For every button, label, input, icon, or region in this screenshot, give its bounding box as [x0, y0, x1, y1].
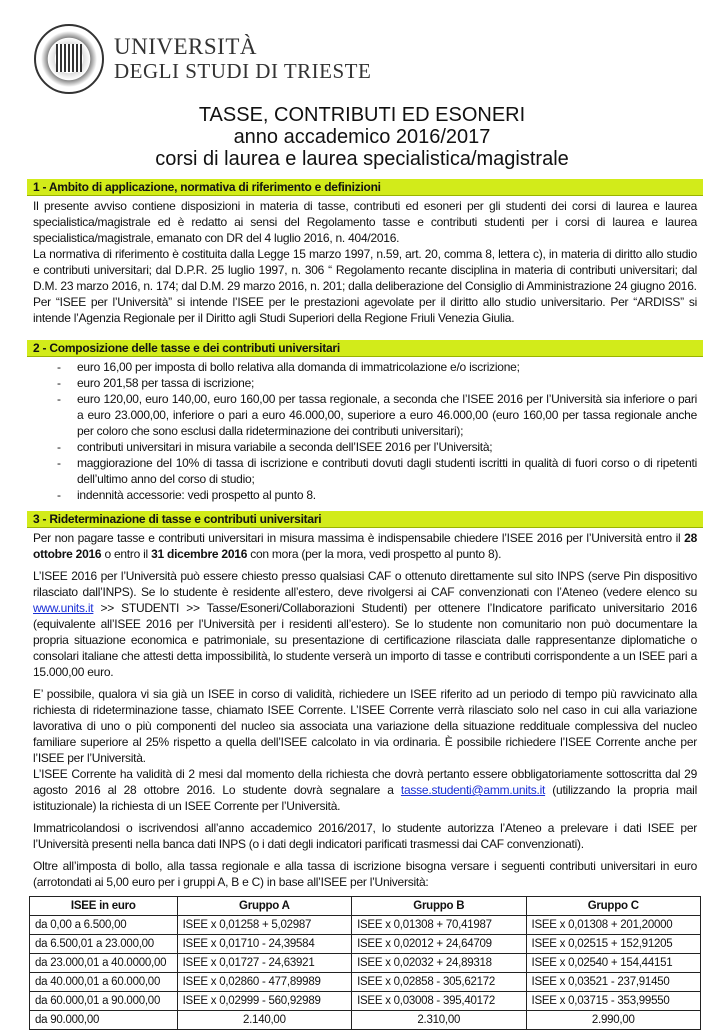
section2-list — [27, 359, 703, 503]
university-logo — [34, 24, 371, 94]
formula-cell: 2.310,00 — [352, 1011, 526, 1030]
late-deadline-date: 31 dicembre 2016 — [151, 547, 248, 561]
column-header: ISEE in euro — [30, 897, 178, 916]
text: L’ISEE Corrente ha validità di 2 mesi dal momento della richiesta che dovrà pertanto essere obbligatoriamente sottoscritta dal 29 agosto 2016 al 28 ottobre 2016. Lo studente dovrà segnalare a — [33, 767, 697, 797]
isee-range-cell: da 0,00 a 6.500,00 — [30, 916, 178, 935]
formula-cell: ISEE x 0,01710 - 24,39584 — [177, 935, 351, 954]
table-row — [30, 935, 701, 954]
text: Per non pagare tasse e contributi universitari in misura massima è indispensabile chiedere l’ISEE 2016 per l’Università entro il — [33, 531, 685, 545]
section1-paragraph: La normativa di riferimento è costituita dalla Legge 15 marzo 1997, n.59, art. 20, comma 8, lettera c), in materia di diritto allo studio e contributi universitari; dal D.P.R. 25 luglio 1997, n. 306 “ Regolamento recante disciplina in materia di contributi universitari; dal D.M. 23 marzo 2016, n. 174; dal D.M. 29 marzo 2016, n. 201; dalla deliberazione del Consiglio di Amministrazione 24 giugno 2016. — [33, 247, 697, 293]
table-row — [30, 954, 701, 973]
isee-range-cell: da 6.500,01 a 23.000,00 — [30, 935, 178, 954]
text: o entro il — [101, 547, 152, 561]
formula-cell: ISEE x 0,02860 - 477,89989 — [177, 973, 351, 992]
university-name-line1: UNIVERSITÀ — [114, 34, 257, 59]
university-name-line2: DEGLI STUDI DI TRIESTE — [114, 59, 372, 83]
document-body — [27, 179, 703, 1030]
section3-paragraph-validity — [27, 766, 703, 814]
section1-heading: 1 - Ambito di applicazione, normativa di riferimento e definizioni — [27, 179, 703, 196]
section2-heading: 2 - Composizione delle tasse e dei contributi universitari — [27, 340, 703, 357]
list-item: - indennità accessorie: vedi prospetto al punto 8. — [77, 487, 697, 503]
text: >> STUDENTI >> Tasse/Esoneri/Collaborazioni Studenti) per ottenere l’Indicatore parificato universitario 2016 (equivalente all’ISEE 2016 per l’Università per i residenti all’estero). Se lo studente non comunitario non può documentare la propria situazione economica e patrimoniale, su presentazione di certificazione rilasciata dalle rappresentanze diplomatiche o consolari italiane che attesti detta impossibilità, lo studente verserà un importo di tasse e contributi corrispondente a un ISEE pari a 15.000,00 euro. — [33, 601, 697, 679]
university-name — [114, 35, 371, 83]
deadline-date: 28 ottobre 2016 — [33, 531, 697, 561]
formula-cell: ISEE x 0,01308 + 70,41987 — [352, 916, 526, 935]
formula-cell: ISEE x 0,03521 - 237,91450 — [526, 973, 700, 992]
university-seal-icon — [34, 24, 104, 94]
contributions-table — [29, 896, 701, 1030]
formula-cell: ISEE x 0,01308 + 201,20000 — [526, 916, 700, 935]
list-item: - contributi universitari in misura variabile a seconda dell’ISEE 2016 per l’Università; — [77, 439, 697, 455]
list-item: - euro 201,58 per tassa di iscrizione; — [77, 375, 697, 391]
formula-cell: ISEE x 0,03715 - 353,99550 — [526, 992, 700, 1011]
column-header: Gruppo C — [526, 897, 700, 916]
section3-paragraph-isee-corrente: E’ possibile, qualora vi sia già un ISEE in corso di validità, richiedere un ISEE riferito ad un periodo di tempo più ravvicinato alla richiesta di rideterminazione tasse, chiamato ISEE Corrente. L’ISEE Corrente verrà rilasciato solo nel caso in cui alla variazione lavorativa di uno o più componenti del nucleo sia associata una variazione della situazione reddituale complessiva del nucleo familiare superiore al 25% rispetto a quella dell’ISEE calcolato in via ordinaria. È possibile richiedere l’ISEE Corrente anche per l’ISEE per l’Università. — [33, 687, 697, 765]
title-line1: TASSE, CONTRIBUTI ED ESONERI — [198, 104, 526, 126]
formula-cell: ISEE x 0,03008 - 395,40172 — [352, 992, 526, 1011]
list-item: - euro 16,00 per imposta di bollo relativa alla domanda di immatricolazione e/o iscrizione; — [77, 359, 697, 375]
formula-cell: ISEE x 0,02999 - 560,92989 — [177, 992, 351, 1011]
section3-paragraph-deadlines — [27, 530, 703, 562]
formula-cell: ISEE x 0,02515 + 152,91205 — [526, 935, 700, 954]
section3-paragraph-isee — [27, 568, 703, 680]
isee-range-cell: da 90.000,00 — [30, 1011, 178, 1030]
units-website-link[interactable]: www.units.it — [33, 601, 94, 615]
section1-paragraph: Per “ISEE per l’Università” si intende l’ISEE per le prestazioni agevolate per il diritto allo studio universitario. Per “ARDISS” si intende l’Agenzia Regionale per il Diritto agli Studi Superiori della Regione Friuli Venezia Giulia. — [33, 295, 697, 325]
document-title — [0, 104, 724, 170]
isee-range-cell: da 40.000,01 a 60.000,00 — [30, 973, 178, 992]
formula-cell: ISEE x 0,02032 + 24,89318 — [352, 954, 526, 973]
title-line3: corsi di laurea e laurea specialistica/magistrale — [155, 148, 569, 170]
text: con mora (per la mora, vedi prospetto al punto 8). — [247, 547, 502, 561]
list-item: - euro 120,00, euro 140,00, euro 160,00 per tassa regionale, a seconda che l’ISEE 2016 per l’Università sia inferiore o pari a euro 23.000,00, inferiore o pari a euro 46.000,00, superiore a euro 46.000,00 (euro 160,00 per tassa regionale anche per coloro che sono esclusi dalla rideterminazione dei contributi universitari); — [77, 391, 697, 439]
list-item: - maggiorazione del 10% di tassa di iscrizione e contributi dovuti dagli studenti iscritti in qualità di fuori corso o di ripetenti dell’ultimo anno del corso di studio; — [77, 455, 697, 487]
formula-cell: ISEE x 0,02540 + 154,44151 — [526, 954, 700, 973]
column-header: Gruppo A — [177, 897, 351, 916]
column-header: Gruppo B — [352, 897, 526, 916]
isee-range-cell: da 23.000,01 a 40.0000,00 — [30, 954, 178, 973]
table-header-row — [30, 897, 701, 916]
section1-paragraph: Il presente avviso contiene disposizioni in materia di tasse, contributi ed esoneri per gli studenti dei corsi di laurea e laurea specialistica/magistrale ed è redatto ai sensi del Regolamento tasse e contributi studenti per i corsi di laurea e laurea specialistica/magistrale, emanato con DR del 4 luglio 2016, n. 404/2016. — [33, 199, 697, 245]
section3-paragraph-contributions: Oltre all’imposta di bollo, alla tassa regionale e alla tassa di iscrizione bisogna versare i seguenti contributi universitari in euro (arrotondati ai 5,00 euro per i gruppi A, B e C) in base all’ISEE per l’Università: — [33, 859, 697, 889]
email-link[interactable]: tasse.studenti@amm.units.it — [400, 783, 546, 797]
table-row — [30, 973, 701, 992]
formula-cell: ISEE x 0,01727 - 24,63921 — [177, 954, 351, 973]
text: (utilizzando la propria mail istituzionale) la richiesta di un ISEE Corrente per l’Università. — [33, 783, 697, 813]
title-line2: anno accademico 2016/2017 — [233, 126, 491, 148]
formula-cell: 2.990,00 — [526, 1011, 700, 1030]
table-row — [30, 992, 701, 1011]
formula-cell: ISEE x 0,01258 + 5,02987 — [177, 916, 351, 935]
isee-range-cell: da 60.000,01 a 90.000,00 — [30, 992, 178, 1011]
table-row — [30, 1011, 701, 1030]
section3-heading: 3 - Rideterminazione di tasse e contributi universitari — [27, 511, 703, 528]
formula-cell: 2.140,00 — [177, 1011, 351, 1030]
section3-paragraph-authorization: Immatricolandosi o iscrivendosi all’anno accademico 2016/2017, lo studente autorizza l’Ateneo a prelevare i dati ISEE per l’Università presenti nella banca dati INPS (o i dati degli indicatori parificati trasmessi dai CAF convenzionati). — [33, 821, 697, 851]
formula-cell: ISEE x 0,02012 + 24,64709 — [352, 935, 526, 954]
table-row — [30, 916, 701, 935]
formula-cell: ISEE x 0,02858 - 305,62172 — [352, 973, 526, 992]
text: L’ISEE 2016 per l’Università può essere chiesto presso qualsiasi CAF o ottenuto direttamente sul sito INPS (serve Pin dispositivo rilasciato dall’INPS). Se lo studente è residente all’estero, deve rivolgersi ai CAF convenzionati con l’Ateneo (vedere elenco su — [33, 569, 697, 599]
